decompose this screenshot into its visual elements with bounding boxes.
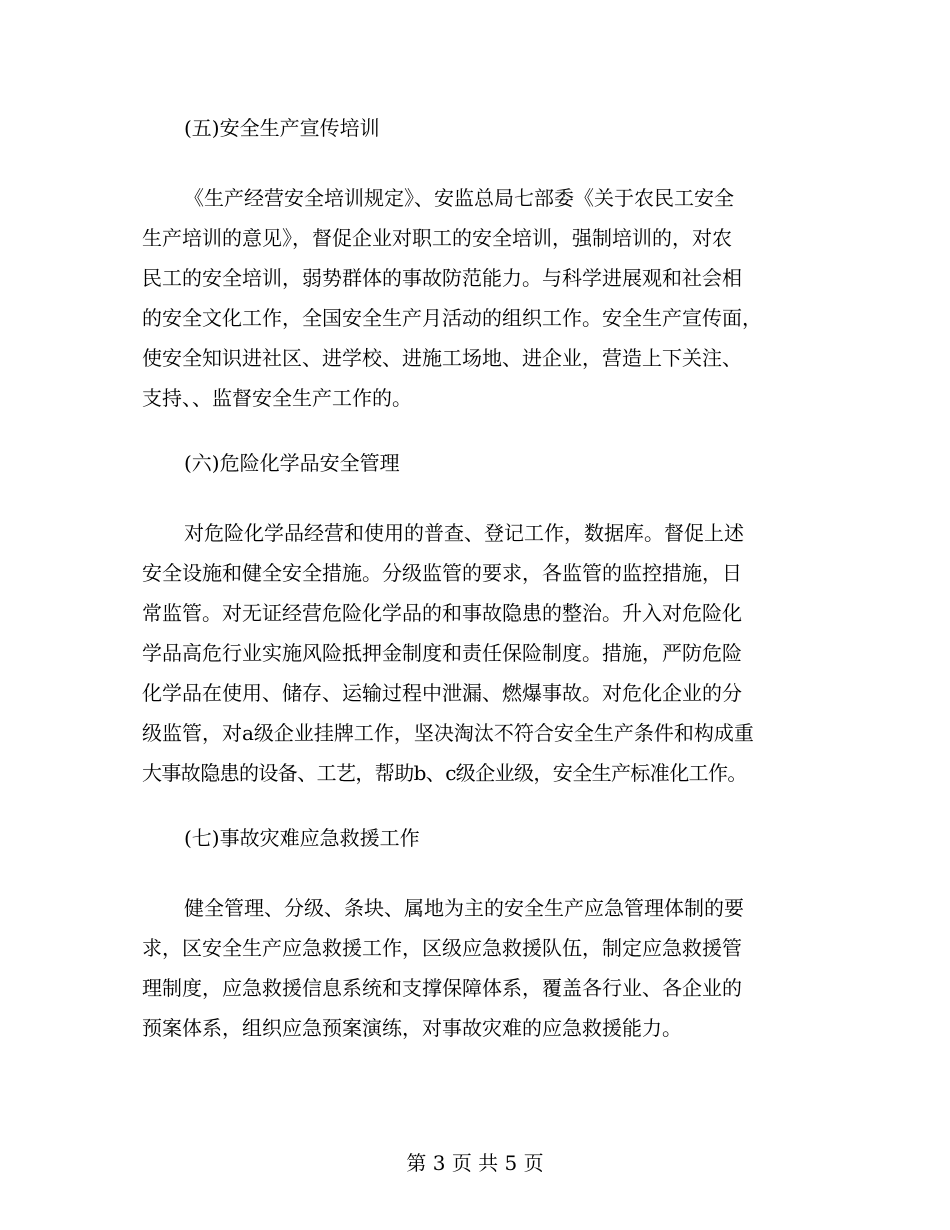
section-paragraph-6 [142,513,814,793]
paragraph-line: 对危险化学品经营和使用的普查、登记工作，数据库。督促上述 [184,521,744,545]
document-body [142,108,814,1073]
paragraph-line: 安全设施和健全安全措施。分级监管的要求，各监管的监控措施，日 [142,561,742,585]
paragraph-line: 预案体系，组织应急预案演练，对事故灾难的应急救援能力。 [142,1016,682,1040]
section-paragraph-5 [142,178,814,418]
paragraph-line: 民工的安全培训，弱势群体的事故防范能力。与科学进展观和社会相 [142,266,742,290]
paragraph-line: 理制度，应急救援信息系统和支撑保障体系，覆盖各行业、各企业的 [142,976,742,1000]
paragraph-line: 级监管，对a级企业挂牌工作，坚决淘汰不符合安全生产条件和构成重 [142,721,754,745]
paragraph-line: 求，区安全生产应急救援工作，区级应急救援队伍，制定应急救援管 [142,936,742,960]
paragraph-line: 化学品在使用、储存、运输过程中泄漏、燃爆事故。对危化企业的分 [142,681,742,705]
paragraph-line: 《生产经营安全培训规定》、安监总局七部委《关于农民工安全 [184,186,734,210]
section-heading-5: (五)安全生产宣传培训 [184,116,380,140]
section-heading-7: (七)事故灾难应急救援工作 [184,826,420,850]
section-paragraph-7 [142,888,814,1048]
paragraph-line: 的安全文化工作，全国安全生产月活动的组织工作。安全生产宣传面， [142,306,762,330]
paragraph-line: 常监管。对无证经营危险化学品的和事故隐患的整治。升入对危险化 [142,601,742,625]
paragraph-line: 学品高危行业实施风险抵押金制度和责任保险制度。措施，严防危险 [142,641,742,665]
page-number-footer: 第 3 页 共 5 页 [406,1151,544,1175]
section-heading-6: (六)危险化学品安全管理 [184,451,400,475]
paragraph-line: 健全管理、分级、条块、属地为主的安全生产应急管理体制的要 [184,896,744,920]
paragraph-line: 使安全知识进社区、进学校、进施工场地、进企业，营造上下关注、 [142,346,742,370]
paragraph-line: 大事故隐患的设备、工艺，帮助b、c级企业级，安全生产标准化工作。 [142,761,747,785]
paragraph-line: 支持、、监督安全生产工作的。 [142,386,412,410]
paragraph-line: 生产培训的意见》，督促企业对职工的安全培训，强制培训的，对农 [142,226,732,250]
